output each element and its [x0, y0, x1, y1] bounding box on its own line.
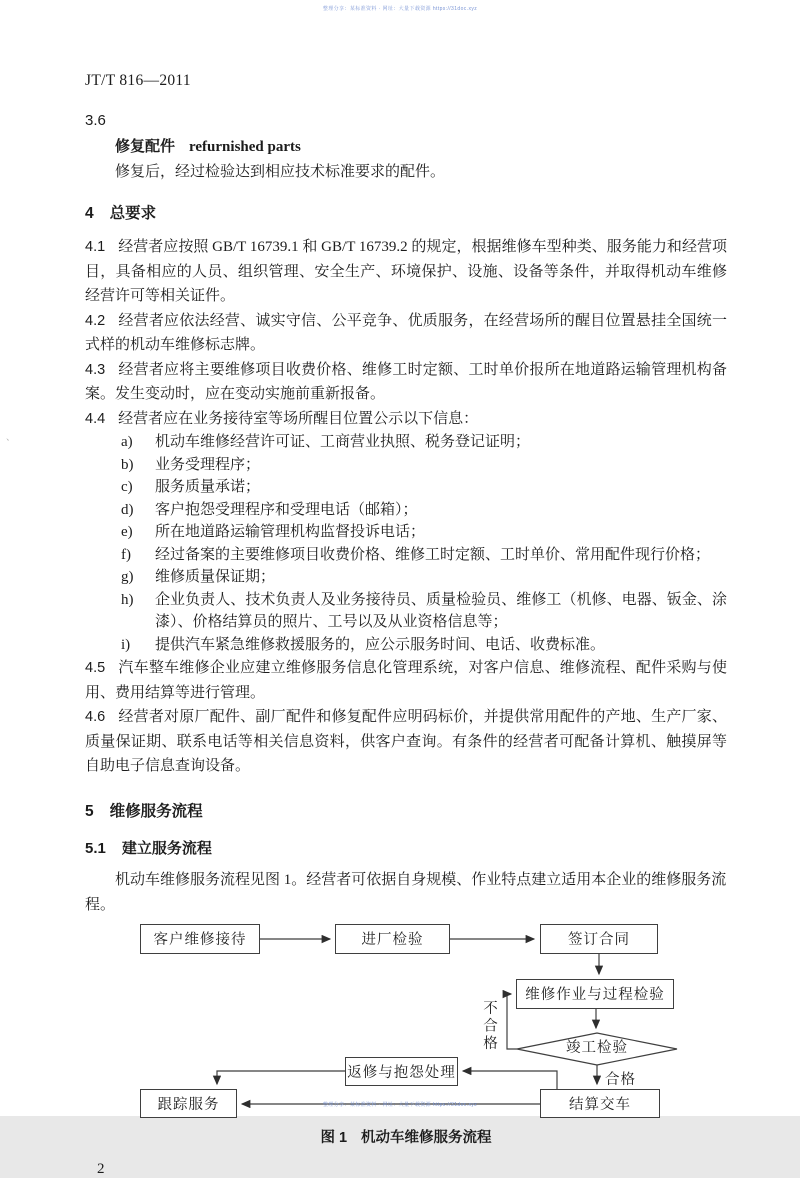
item-text: 客户抱怨受理程序和受理电话（邮箱）；	[155, 501, 418, 518]
term-definition-text: 修复后，经过检验达到相应技术标准要求的配件。	[115, 164, 446, 180]
flow-node-rework-complaint: 返修与抱怨处理	[345, 1057, 458, 1086]
list-item-g	[85, 566, 727, 589]
flow-label-fail: 不合格	[481, 999, 497, 1052]
figure-title: 机动车维修服务流程	[361, 1129, 492, 1146]
list-item-i	[85, 634, 727, 657]
flow-node-entry-inspection: 进厂检验	[335, 924, 450, 954]
clause-4-3	[85, 358, 727, 407]
list-item-c	[85, 476, 727, 499]
scan-artifact: 、	[6, 432, 16, 442]
flow-node-settlement-delivery: 结算交车	[540, 1089, 660, 1118]
watermark-text-top: 整理分享：某标准资料 · 网址：大量下载资源 https://31doc.xyz	[322, 6, 478, 12]
flow-node-repair-process-inspection: 维修作业与过程检验	[516, 979, 674, 1009]
figure-number: 图 1	[320, 1129, 348, 1146]
clause-number: 4.5	[85, 660, 106, 676]
item-text: 机动车维修经营许可证、工商营业执照、税务登记证明；	[155, 434, 531, 450]
list-item-b	[85, 454, 727, 477]
clause-4-2	[85, 309, 727, 358]
item-marker: i)	[121, 636, 131, 653]
section-5-title: 维修服务流程	[109, 802, 203, 820]
figure-intro-paragraph: 机动车维修服务流程见图 1。经营者可依据自身规模、作业特点建立适用本企业的维修服务流程。	[85, 871, 727, 913]
item-marker: d)	[121, 501, 134, 518]
section-5-1-heading	[85, 837, 727, 858]
clause-4-6	[85, 705, 727, 779]
watermark-text-bottom: 整理分享：某标准资料 · 网址：大量下载资源 https://31doc.xyz	[322, 1102, 478, 1108]
section-4-title: 总要求	[109, 205, 157, 222]
item-text: 维修质量保证期；	[155, 569, 276, 585]
standard-code: JT/T 816—2011	[85, 72, 191, 89]
item-marker: b)	[121, 456, 134, 473]
item-marker: e)	[121, 524, 133, 540]
list-item-d	[85, 499, 727, 522]
item-text: 企业负责人、技术负责人及业务接待员、质量检验员、维修工（机修、电器、钣金、涂漆）、价格结算员的照片、工号以及从业资格信息等；	[155, 591, 727, 630]
service-flow-diagram	[0, 922, 800, 1124]
clause-3-6-number: 3.6	[85, 112, 106, 129]
flow-node-tracking-service: 跟踪服务	[140, 1089, 237, 1118]
flow-node-sign-contract: 签订合同	[540, 924, 658, 954]
list-item-f	[85, 544, 727, 567]
flow-node-final-inspection: 竣工检验	[566, 1039, 628, 1056]
clause-text: 经营者应依法经营、诚实守信、公平竞争、优质服务，在经营场所的醒目位置悬挂全国统一式样的机动车维修标志牌。	[85, 312, 727, 353]
clause-number: 4.3	[85, 361, 106, 378]
item-text: 服务质量承诺；	[155, 479, 261, 495]
clause-number: 4.6	[85, 709, 106, 725]
list-item-a	[85, 431, 727, 454]
item-marker: a)	[121, 434, 133, 450]
item-text: 所在地道路运输管理机构监督投诉电话；	[155, 524, 426, 540]
flow-label-pass: 合格	[605, 1071, 636, 1088]
section-5-1-title: 建立服务流程	[121, 839, 212, 857]
section-4-heading	[85, 201, 727, 223]
clause-number: 4.2	[85, 312, 106, 329]
list-item-e	[85, 521, 727, 544]
clause-4-4	[85, 407, 727, 432]
item-text: 业务受理程序；	[155, 456, 261, 473]
list-item-h	[85, 589, 727, 634]
section-5-number: 5	[85, 802, 94, 820]
clause-text: 经营者应在业务接待室等场所醒目位置公示以下信息：	[118, 410, 479, 427]
clause-4-4-list	[85, 431, 727, 656]
figure-caption	[85, 1126, 727, 1147]
section-4-number: 4	[85, 205, 94, 222]
item-marker: h)	[121, 591, 134, 608]
section-5-1-number: 5.1	[85, 839, 106, 857]
item-marker: g)	[121, 569, 134, 585]
item-marker: f)	[121, 546, 131, 563]
clause-number: 4.1	[85, 239, 106, 255]
clause-text: 经营者应将主要维修项目收费价格、维修工时定额、工时单价报所在地道路运输管理机构备案。发生变动时，应在变动实施前重新报备。	[85, 361, 727, 402]
clause-text: 经营者应按照 GB/T 16739.1 和 GB/T 16739.2 的规定，根据维修车型种类、服务能力和经营项目，具备相应的人员、组织管理、安全生产、环境保护、设施、设备等条件，并取得机动车维修经营许可等相关证件。	[85, 239, 727, 304]
item-marker: c)	[121, 479, 133, 495]
flow-node-customer-reception: 客户维修接待	[140, 924, 260, 954]
page-content	[85, 72, 727, 1178]
item-text: 经过备案的主要维修项目收费价格、维修工时定额、工时单价、常用配件现行价格；	[155, 546, 711, 563]
page-number: 2	[97, 1160, 105, 1177]
clause-4-1	[85, 235, 727, 309]
term-english: refurnished parts	[189, 139, 301, 155]
term-definition-heading	[85, 135, 727, 156]
clause-text: 经营者对原厂配件、副厂配件和修复配件应明码标价，并提供常用配件的产地、生产厂家、质量保证期、联系电话等相关信息资料，供客户查询。有条件的经营者可配备计算机、触摸屏等自助电子信息查询设备。	[85, 709, 727, 774]
section-5-heading	[85, 799, 727, 821]
clause-number: 4.4	[85, 410, 106, 427]
term-chinese: 修复配件	[115, 138, 176, 155]
clause-4-5	[85, 656, 727, 705]
item-text: 提供汽车紧急维修救援服务的，应公示服务时间、电话、收费标准。	[155, 636, 606, 653]
clause-text: 汽车整车维修企业应建立维修服务信息化管理系统，对客户信息、维修流程、配件采购与使用、费用结算等进行管理。	[85, 660, 727, 701]
